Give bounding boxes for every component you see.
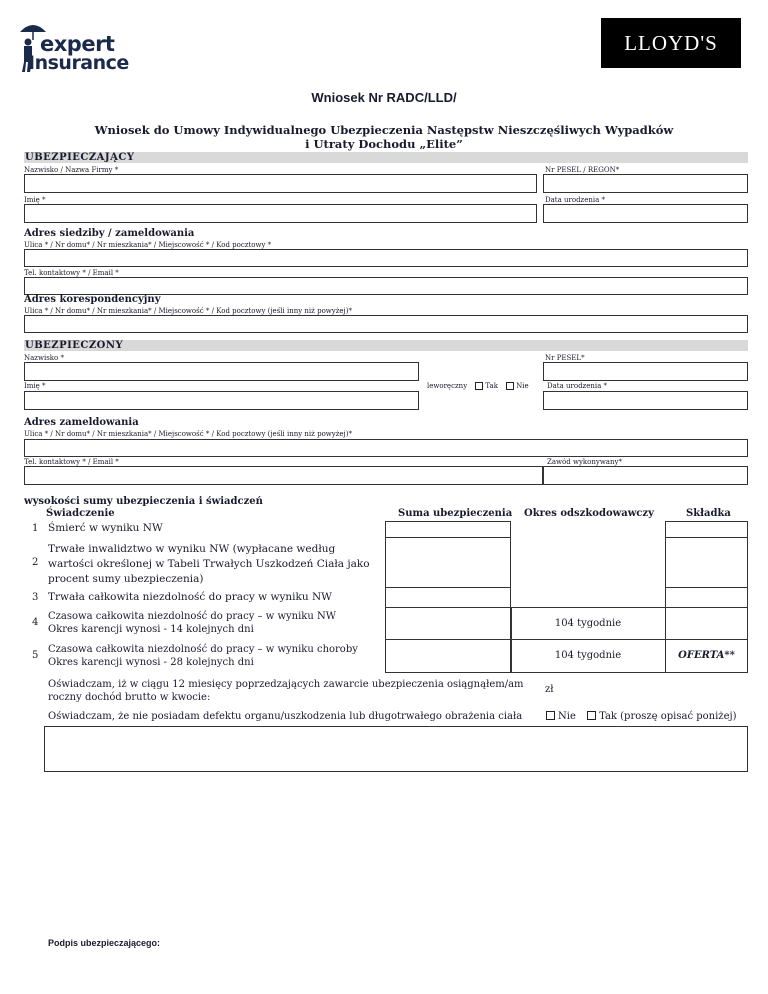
col-period-header: Okres odszkodowawczy (524, 508, 654, 519)
policyholder-surname-field[interactable] (24, 174, 537, 193)
benefit-temp-incapacity-accident: Czasowa całkowita niezdolność do pracy – w wyniku NW Okres karencji wynosi - 14 kolejnych dni (48, 611, 336, 635)
benefits-heading: wysokości sumy ubezpieczenia i świadczeń (24, 496, 263, 507)
policyholder-surname-label: Nazwisko / Nazwa Firmy * (24, 166, 119, 174)
insured-address-label: Ulica * / Nr domu* / Nr mieszkania* / Miejscowość * / Kod pocztowy (jeśli inny niż powyżej)* (24, 430, 352, 438)
row-number: 4 (32, 617, 39, 628)
section-policyholder: UBEZPIECZAJĄCY (24, 152, 748, 163)
row-number: 1 (32, 523, 39, 534)
correspondence-heading: Adres korespondencyjny (24, 294, 161, 305)
policyholder-contact-label: Tel. kontaktowy * / Email * (24, 269, 119, 277)
defect-declaration: Oświadczam, że nie posiadam defektu organu/uszkodzenia lub długotrwałego obrażenia ciała (48, 711, 523, 722)
lefthanded-no-checkbox[interactable] (506, 382, 514, 390)
insured-name-label: Imię * (24, 382, 46, 390)
col-sum-header: Suma ubezpieczenia (398, 508, 513, 519)
col-premium-header: Składka (686, 508, 731, 519)
insured-pesel-field[interactable] (543, 362, 748, 381)
sum-column-cells[interactable] (385, 521, 511, 673)
policyholder-address-field[interactable] (24, 249, 748, 267)
form-title-line1: Wniosek do Umowy Indywidualnego Ubezpieczenia Następstw Nieszczęśliwych Wypadków (94, 123, 674, 137)
policyholder-pesel-field[interactable] (543, 174, 748, 193)
period-value: 104 tygodnie (554, 650, 622, 661)
lefthanded-no-label: Nie (516, 382, 529, 390)
lloyds-logo: LLOYD'S (601, 18, 741, 68)
insured-contact-field[interactable] (24, 466, 543, 485)
premium-offer-value: OFERTA** (678, 650, 735, 661)
policyholder-address-heading: Adres siedziby / zameldowania (24, 228, 195, 239)
section-insured: UBEZPIECZONY (24, 340, 748, 351)
defect-yes-label: Tak (proszę opisać poniżej) (599, 711, 737, 722)
policyholder-contact-field[interactable] (24, 277, 748, 295)
document-number: Wniosek Nr RADC/LLD/ (311, 90, 457, 105)
period-value: 104 tygodnie (554, 618, 622, 629)
insured-surname-label: Nazwisko * (24, 354, 64, 362)
insured-dob-label: Data urodzenia * (547, 382, 608, 390)
policyholder-dob-field[interactable] (543, 204, 748, 223)
income-input-underline[interactable] (543, 672, 665, 702)
insured-pesel-label: Nr PESEL* (545, 354, 585, 362)
defect-yes-checkbox[interactable] (587, 711, 596, 720)
defect-no-label: Nie (558, 711, 576, 722)
insured-name-field[interactable] (24, 391, 419, 410)
benefit-total-incapacity: Trwała całkowita niezdolność do pracy w wyniku NW (48, 591, 332, 603)
policyholder-dob-label: Data urodzenia * (545, 196, 606, 204)
insured-contact-label: Tel. kontaktowy * / Email * (24, 458, 119, 466)
row-number: 2 (32, 557, 39, 568)
logo-text-expert: expert (40, 32, 115, 56)
insured-address-heading: Adres zameldowania (24, 417, 139, 428)
policyholder-name-label: Imię * (24, 196, 46, 204)
policyholder-name-field[interactable] (24, 204, 537, 223)
lefthanded-options (427, 382, 529, 390)
defect-no-checkbox[interactable] (546, 711, 555, 720)
benefit-death: Śmierć w wyniku NW (48, 522, 163, 534)
insured-occupation-field[interactable] (543, 466, 748, 485)
benefit-permanent-disability: Trwałe inwalidztwo w wyniku NW (wypłacane według wartości określonej w Tabeli Trwałych Uszkodzeń Ciała jako procent sumy ubezpieczenia) (48, 543, 370, 585)
signature-label: Podpis ubezpieczającego: (48, 938, 161, 948)
income-declaration: Oświadczam, iż w ciągu 12 miesięcy poprzedzających zawarcie ubezpieczenia osiągnąłem/am roczny dochód brutto w kwocie: (48, 679, 524, 703)
row-number: 5 (32, 650, 39, 661)
lefthanded-label: leworęczny (427, 382, 468, 390)
policyholder-address-label: Ulica * / Nr domu* / Nr mieszkania* / Miejscowość * / Kod pocztowy * (24, 241, 272, 249)
policyholder-pesel-label: Nr PESEL / REGON* (545, 166, 620, 174)
expert-insurance-logo (18, 18, 130, 74)
defect-description-field[interactable] (44, 726, 748, 772)
col-benefit-header: Świadczenie (46, 508, 115, 519)
correspondence-label: Ulica * / Nr domu* / Nr mieszkania* / Miejscowość * / Kod pocztowy (jeśli inny niż powyżej)* (24, 307, 352, 315)
form-title-line2: i Utraty Dochodu „Elite” (305, 137, 463, 151)
correspondence-field[interactable] (24, 315, 748, 333)
defect-options (546, 710, 737, 723)
income-currency: zł (545, 684, 554, 695)
insured-occupation-label: Zawód wykonywany* (547, 458, 622, 466)
insured-surname-field[interactable] (24, 362, 419, 381)
benefit-temp-incapacity-illness: Czasowa całkowita niezdolność do pracy – w wyniku choroby Okres karencji wynosi - 28 kolejnych dni (48, 644, 358, 668)
row-number: 3 (32, 592, 39, 603)
insured-address-field[interactable] (24, 439, 748, 457)
lefthanded-yes-label: Tak (485, 382, 498, 390)
insured-dob-field[interactable] (543, 391, 748, 410)
lefthanded-yes-checkbox[interactable] (475, 382, 483, 390)
logo-text-insurance: Insurance (28, 52, 129, 74)
